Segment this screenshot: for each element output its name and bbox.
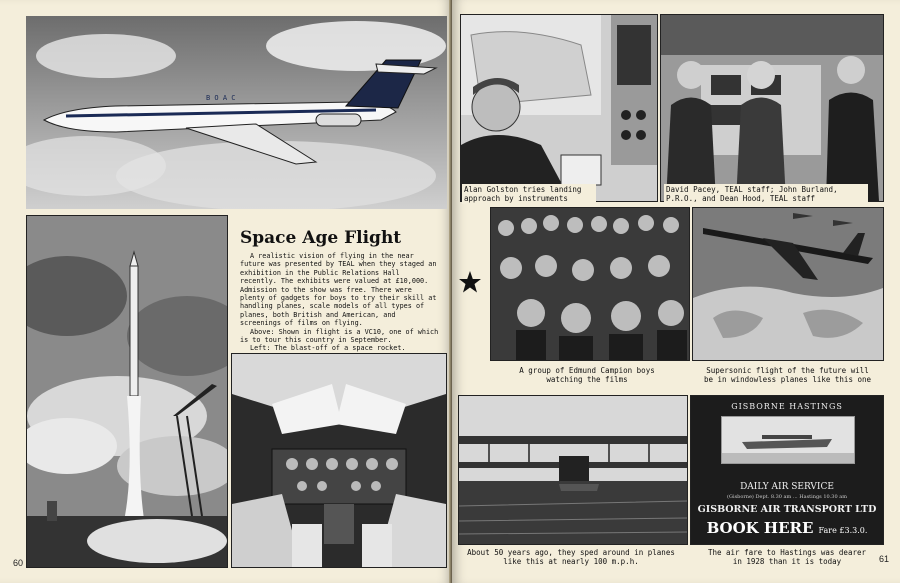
right-page <box>452 0 900 583</box>
biplane-photo <box>458 395 688 545</box>
jet-in-flight-photo <box>26 16 447 209</box>
star-icon <box>458 270 482 294</box>
rocket-launch-photo <box>26 215 228 568</box>
supersonic-plane-photo <box>692 207 884 361</box>
article-paragraph: Above: Shown in flight is a VC10, one of which is to tour this country in September. <box>240 327 439 345</box>
boys-group-caption: A group of Edmund Campion boys watching the films <box>519 366 655 384</box>
supersonic-caption: Supersonic flight of the future will be in windowless planes like this one <box>703 366 872 384</box>
staff-group-photo <box>660 14 884 202</box>
poster-book-here: BOOK HERE <box>706 519 814 537</box>
poster-service: DAILY AIR SERVICE <box>740 482 834 492</box>
poster-note: (Gisborne) Dept. 8.30 am ... Hastings 10.30 am <box>727 494 847 500</box>
boy-landing-caption: Alan Golston tries landing approach by instruments <box>462 184 596 204</box>
poster-header: GISBORNE HASTINGS <box>731 402 843 411</box>
aircraft-livery-text: B O A C <box>206 94 236 102</box>
poster-fare: Fare £3.3.0. <box>818 526 868 535</box>
poster-picture <box>721 416 855 464</box>
biplane-caption: About 50 years ago, they sped around in planes like this at nearly 100 m.p.h. <box>467 548 675 566</box>
page-number-left: 60 <box>13 558 24 568</box>
staff-group-caption: David Pacey, TEAL staff; John Burland, P.R.O., and Dean Hood, TEAL staff <box>664 184 868 204</box>
boy-landing-photo <box>460 14 658 202</box>
cockpit-photo <box>231 353 447 568</box>
article-paragraph: A realistic vision of flying in the near future was presented by TEAL when they staged an exhibition in the Public Relations Hall recently. The exhibits were valued at £10,000. Admission to the show was free. There were plenty of gadgets for boys to try their skill at handling planes, scale models of all types of planes, both British and American, and screenings of films on flying. <box>240 252 437 328</box>
poster-photo <box>690 395 884 545</box>
boys-group-photo <box>490 207 690 361</box>
poster-booking <box>691 518 883 537</box>
article-title: Space Age Flight <box>240 228 402 248</box>
page-number-right: 61 <box>879 554 890 564</box>
poster-company: GISBORNE AIR TRANSPORT LTD <box>697 504 877 515</box>
poster-caption: The air fare to Hastings was dearer in 1928 than it is today <box>707 548 867 566</box>
article-paragraph: Left: The blast-off of a space rocket. <box>250 344 406 353</box>
